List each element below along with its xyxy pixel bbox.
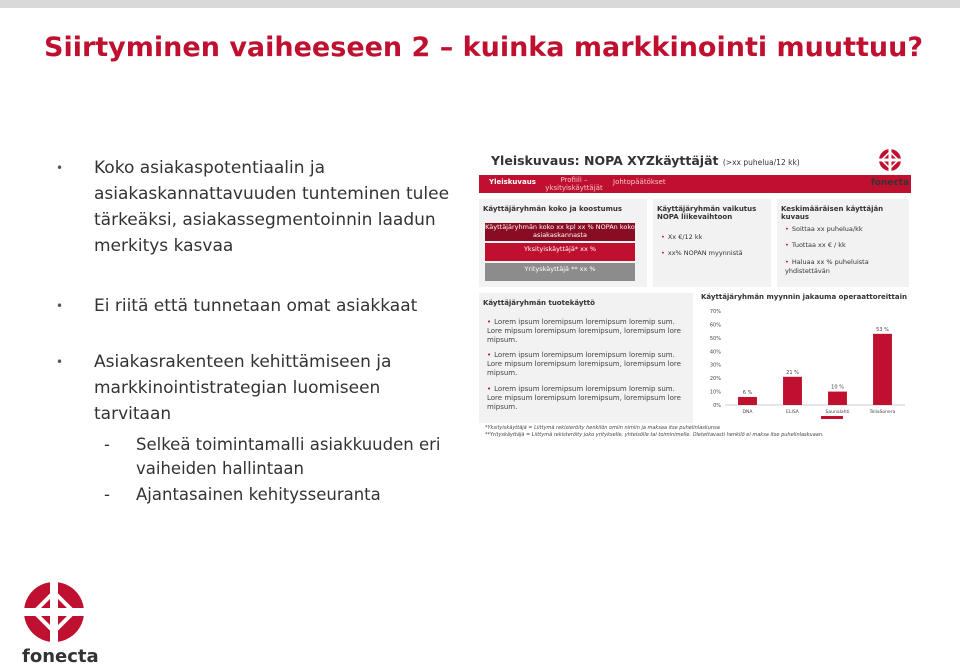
y-tick-label: 40% — [709, 349, 721, 356]
y-tick-label: 70% — [709, 309, 721, 315]
bar-dna — [738, 397, 757, 405]
private-box: Yksityiskäyttäjä* xx % — [485, 243, 635, 261]
lorem-item: • Lorem ipsum loremipsum loremipsum loremip sum. Lore mipsum loremipsum loremipsum, loremipsum lore mipsum. — [487, 318, 687, 345]
thumbnail-tab-bar — [479, 175, 911, 193]
x-tick-label: TeliaSonera — [869, 410, 896, 415]
footnote: **Yrityskäyttäjä = Liittymä rekisteröity joko yritykselle, yhteisölle tai toiminimelle. Oletettavasti henkilö ei maksa itse puhelinlaskuaan. — [485, 432, 824, 438]
panel-title: Käyttäjäryhmän koko ja koostumus — [483, 205, 623, 213]
thumbnail-tab: Yleiskuvaus — [489, 178, 536, 186]
fonecta-emblem-icon — [870, 147, 910, 173]
panel-item: • Haluaa xx % puheluista yhdistettävän — [785, 258, 903, 275]
thumbnail-tab: Profiili – yksityiskäyttäjät — [545, 176, 603, 192]
total-box: Käyttäjäryhmän koko xx kpl xx % NOPAn koko asiakaskannasta — [485, 223, 635, 239]
panel-item: • Xx €/12 kk — [661, 233, 702, 242]
page-title: Siirtyminen vaiheeseen 2 – kuinka markkinointi muuttuu? — [44, 32, 924, 63]
dash-marker: - — [104, 485, 110, 504]
sub-bullet-text: Ajantasainen kehitysseuranta — [136, 485, 381, 504]
data-label: 53 % — [876, 326, 889, 333]
top-bar — [0, 0, 960, 8]
data-label: 10 % — [831, 384, 844, 391]
bar-saunalahti — [828, 392, 847, 405]
sub-bullet-item — [56, 433, 456, 481]
dash-marker: - — [104, 435, 110, 454]
panel-title: Keskimääräisen käyttäjän kuvaus — [781, 205, 884, 221]
data-label: 6 % — [742, 389, 753, 396]
operator-chart — [701, 303, 911, 423]
bar-elisa — [783, 377, 802, 405]
thumbnail-title — [491, 153, 800, 168]
business-box: Yrityskäyttäjä ** xx % — [485, 263, 635, 281]
thumbnail-title-note: (>xx puhelua/12 kk) — [722, 158, 800, 167]
lorem-item: • Lorem ipsum loremipsum loremipsum loremip sum. Lore mipsum loremipsum loremipsum, loremipsum lore mipsum. — [487, 385, 687, 412]
sub-bullet-text: Selkeä toimintamalli asiakkuuden eri vaiheiden hallintaan — [136, 435, 441, 478]
chart-title: Käyttäjäryhmän myynnin jakauma operaattoreittain — [701, 293, 907, 301]
logo-wordmark: fonecta — [870, 178, 910, 188]
thumbnail-tab: Johtopäätökset — [613, 178, 666, 186]
bullet-list — [56, 155, 456, 507]
bullet-item: • Asiakasrakenteen kehittämiseen ja markkinointistrategian luomiseen tarvitaan — [56, 349, 456, 427]
bullet-item: • Koko asiakaspotentiaalin ja asiakaskannattavuuden tunteminen tulee tärkeäksi, asiakassegmentoinnin laadun merkitys kasvaa — [56, 155, 456, 259]
bar-teliasonera — [873, 334, 892, 405]
fonecta-logo — [18, 580, 99, 667]
thumbnail-title-text: Yleiskuvaus: NOPA XYZkäyttäjät — [491, 153, 719, 168]
x-tick-label: DNA — [742, 410, 753, 415]
panel-item: • Tuottaa xx € / kk — [785, 241, 846, 250]
fonecta-logo-small — [870, 147, 910, 188]
y-tick-label: 10% — [709, 389, 721, 396]
panel-title: Käyttäjäryhmän vaikutus NOPA liikevaihtoon — [657, 205, 757, 221]
logo-wordmark: fonecta — [22, 646, 99, 667]
y-tick-label: 30% — [709, 362, 721, 369]
slide-thumbnail — [475, 145, 913, 449]
data-label: 21 % — [786, 369, 799, 376]
y-tick-label: 50% — [709, 335, 721, 342]
y-tick-label: 0% — [713, 403, 721, 409]
bullet-item: • Ei riitä että tunnetaan omat asiakkaat — [56, 293, 456, 319]
footnote: *Yksityiskäyttäjä = Liittymä rekisteröity henkilön omiin nimiin ja maksaa itse puhelinlaskunsa — [485, 425, 720, 431]
fonecta-emblem-icon — [18, 580, 90, 644]
panel-title: Käyttäjäryhmän tuotekäyttö — [483, 299, 595, 307]
panel-item: • Soittaa xx puhelua/kk — [785, 225, 863, 234]
sub-bullet-item — [56, 483, 456, 507]
legend-swatch — [821, 416, 843, 419]
y-tick-label: 20% — [709, 376, 721, 383]
y-tick-label: 60% — [709, 322, 721, 329]
panel-item: • xx% NOPAN myynnistä — [661, 249, 743, 258]
x-tick-label: ELISA — [786, 410, 799, 415]
lorem-item: • Lorem ipsum loremipsum loremipsum loremip sum. Lore mipsum loremipsum loremipsum, loremipsum lore mipsum. — [487, 351, 687, 378]
x-tick-label: Saunalahti — [825, 410, 850, 415]
